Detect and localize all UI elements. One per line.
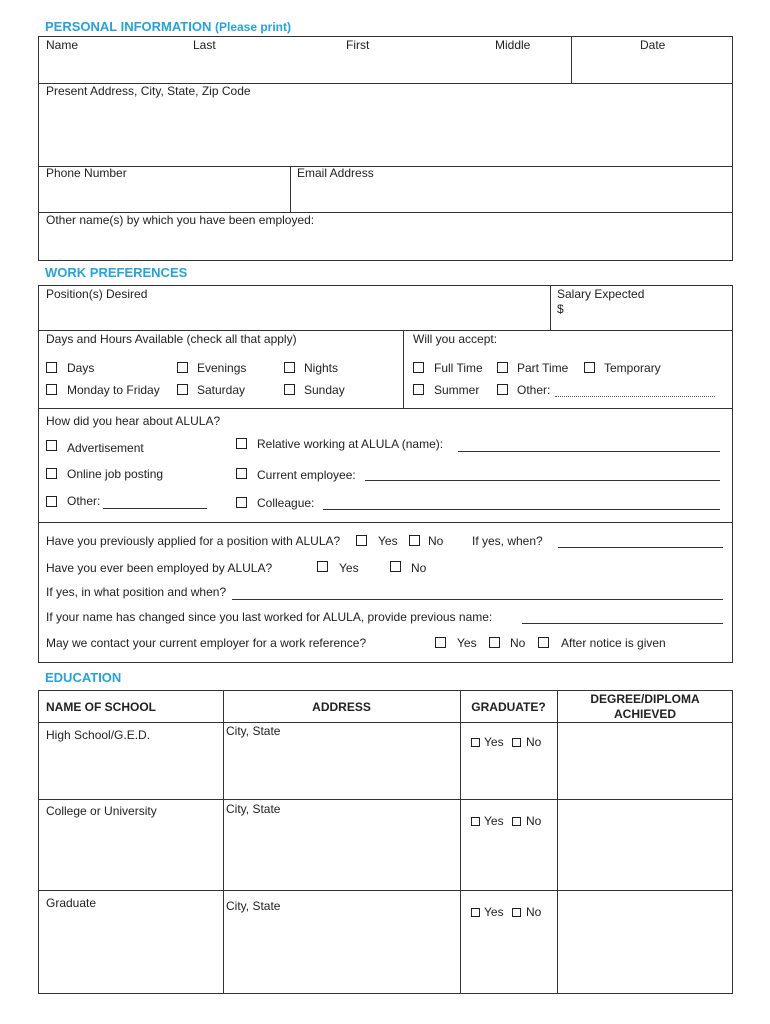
previously-applied-label: Have you previously applied for a position with ALULA? (46, 534, 341, 548)
school-address: City, State (226, 724, 281, 738)
table-row (38, 722, 733, 799)
other-source-checkbox[interactable] (46, 496, 57, 507)
col-degree-header-line2: ACHIEVED (613, 707, 676, 721)
graduate-no-checkbox[interactable] (512, 908, 521, 917)
monday-to-friday-label: Monday to Friday (67, 383, 160, 397)
graduate-no-label: No (526, 905, 542, 919)
days-checkbox[interactable] (46, 362, 57, 373)
colleague-field[interactable] (323, 509, 720, 510)
monday-to-friday-checkbox[interactable] (46, 384, 57, 395)
col-address-header: ADDRESS (312, 700, 371, 714)
full-time-label: Full Time (434, 361, 483, 375)
nights-checkbox[interactable] (284, 362, 295, 373)
applied-when-label: If yes, when? (472, 534, 543, 548)
divider (38, 166, 733, 167)
positions-field[interactable] (40, 303, 548, 328)
applied-yes-label: Yes (378, 534, 398, 548)
work-preferences-heading: WORK PREFERENCES (45, 265, 188, 280)
summer-checkbox[interactable] (413, 384, 424, 395)
education-heading: EDUCATION (45, 670, 122, 685)
other-names-field[interactable] (40, 230, 731, 258)
accept-label: Will you accept: (413, 332, 498, 346)
employed-yes-label: Yes (339, 561, 359, 575)
graduate-yes-label: Yes (484, 814, 504, 828)
col-graduate-header: GRADUATE? (471, 700, 546, 714)
divider (571, 36, 572, 83)
summer-label: Summer (434, 383, 480, 397)
full-time-checkbox[interactable] (413, 362, 424, 373)
current-employee-field[interactable] (365, 480, 720, 481)
divider (550, 285, 551, 330)
school-name: College or University (46, 804, 157, 818)
online-posting-label: Online job posting (67, 467, 164, 481)
evenings-checkbox[interactable] (177, 362, 188, 373)
address-field[interactable] (40, 100, 731, 164)
applied-when-field[interactable] (558, 547, 723, 548)
last-name-label: Last (193, 38, 216, 52)
divider (38, 522, 733, 523)
date-label: Date (640, 38, 666, 52)
salary-field[interactable] (566, 301, 731, 328)
relative-checkbox[interactable] (236, 438, 247, 449)
contact-no-checkbox[interactable] (489, 637, 500, 648)
employed-no-checkbox[interactable] (390, 561, 401, 572)
sunday-label: Sunday (304, 383, 345, 397)
nights-label: Nights (304, 361, 339, 375)
name-changed-label: If your name has changed since you last worked for ALULA, provide previous name: (46, 610, 493, 624)
other-source-label: Other: (67, 494, 101, 508)
divider (403, 330, 404, 408)
col-degree-header-line1: DEGREE/DIPLOMA (590, 692, 700, 706)
school-name: High School/G.E.D. (46, 728, 151, 742)
first-name-label: First (346, 38, 370, 52)
section-title: PERSONAL INFORMATION (45, 19, 212, 34)
online-posting-checkbox[interactable] (46, 468, 57, 479)
other-names-label: Other name(s) by which you have been employed: (46, 213, 315, 227)
name-label: Name (46, 38, 79, 52)
date-field[interactable] (573, 54, 731, 81)
graduate-yes-checkbox[interactable] (471, 908, 480, 917)
contact-yes-checkbox[interactable] (435, 637, 446, 648)
middle-name-label: Middle (495, 38, 531, 52)
divider (290, 166, 291, 212)
positions-label: Position(s) Desired (46, 287, 148, 301)
saturday-label: Saturday (197, 383, 246, 397)
graduate-no-checkbox[interactable] (512, 738, 521, 747)
advertisement-checkbox[interactable] (46, 440, 57, 451)
graduate-yes-label: Yes (484, 735, 504, 749)
graduate-no-label: No (526, 814, 542, 828)
salary-label: Salary Expected (557, 287, 645, 301)
phone-field[interactable] (40, 182, 288, 210)
temporary-checkbox[interactable] (584, 362, 595, 373)
school-name: Graduate (46, 896, 97, 910)
other-accept-label: Other: (517, 383, 551, 397)
after-notice-label: After notice is given (561, 636, 666, 650)
applied-no-checkbox[interactable] (409, 535, 420, 546)
previous-name-field[interactable] (522, 623, 723, 624)
dollar-sign: $ (557, 302, 564, 316)
days-hours-label: Days and Hours Available (check all that apply) (46, 332, 297, 346)
relative-label: Relative working at ALULA (name): (257, 437, 444, 451)
saturday-checkbox[interactable] (177, 384, 188, 395)
applied-yes-checkbox[interactable] (356, 535, 367, 546)
sunday-checkbox[interactable] (284, 384, 295, 395)
temporary-label: Temporary (604, 361, 661, 375)
advertisement-label: Advertisement (67, 441, 144, 455)
hear-about-label: How did you hear about ALULA? (46, 414, 221, 428)
name-field[interactable] (40, 54, 569, 81)
graduate-yes-checkbox[interactable] (471, 738, 480, 747)
school-address: City, State (226, 802, 281, 816)
colleague-checkbox[interactable] (236, 497, 247, 508)
table-row (38, 799, 733, 890)
contact-no-label: No (510, 636, 526, 650)
position-when-label: If yes, in what position and when? (46, 585, 227, 599)
part-time-checkbox[interactable] (497, 362, 508, 373)
divider (38, 330, 733, 331)
after-notice-checkbox[interactable] (538, 637, 549, 648)
relative-name-field[interactable] (458, 451, 720, 452)
current-employee-checkbox[interactable] (236, 468, 247, 479)
evenings-label: Evenings (197, 361, 247, 375)
table-row (38, 890, 733, 994)
graduate-yes-checkbox[interactable] (471, 817, 480, 826)
position-when-field[interactable] (232, 599, 723, 600)
days-label: Days (67, 361, 95, 375)
applied-no-label: No (428, 534, 444, 548)
divider (38, 408, 733, 409)
contact-yes-label: Yes (457, 636, 477, 650)
employed-label: Have you ever been employed by ALULA? (46, 561, 273, 575)
employed-yes-checkbox[interactable] (317, 561, 328, 572)
graduate-no-checkbox[interactable] (512, 817, 521, 826)
other-accept-field[interactable] (555, 396, 715, 397)
colleague-label: Colleague: (257, 496, 315, 510)
employed-no-label: No (411, 561, 427, 575)
other-source-field[interactable] (103, 508, 207, 509)
address-label: Present Address, City, State, Zip Code (46, 84, 251, 98)
col-school-header: NAME OF SCHOOL (46, 700, 156, 714)
graduate-yes-label: Yes (484, 905, 504, 919)
personal-info-heading (45, 19, 291, 34)
contact-employer-label: May we contact your current employer for a work reference? (46, 636, 367, 650)
part-time-label: Part Time (517, 361, 569, 375)
school-address: City, State (226, 899, 281, 913)
current-employee-label: Current employee: (257, 468, 356, 482)
section-note: (Please print) (214, 20, 292, 34)
phone-label: Phone Number (46, 166, 127, 180)
other-accept-checkbox[interactable] (497, 384, 508, 395)
email-label: Email Address (297, 166, 374, 180)
graduate-no-label: No (526, 735, 542, 749)
email-field[interactable] (292, 182, 731, 210)
